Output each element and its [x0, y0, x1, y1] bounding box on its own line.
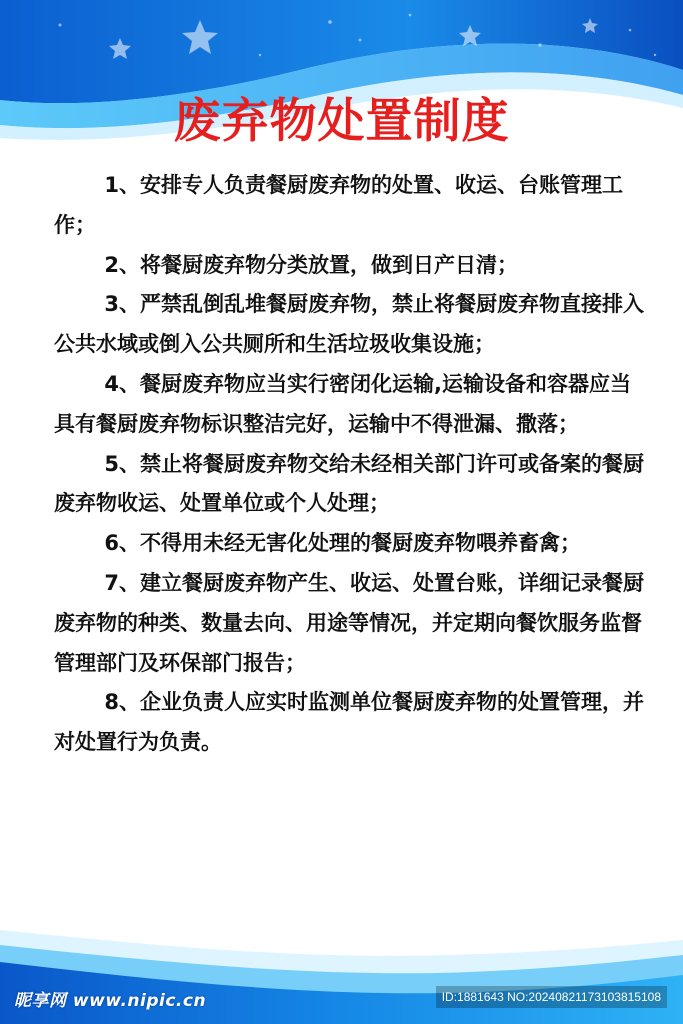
rule-item-5: 5、禁止将餐厨废弃物交给未经相关部门许可或备案的餐厨废弃物收运、处置单位或个人处理； [54, 451, 645, 516]
rule-item-8: 8、企业负责人应实时监测单位餐厨废弃物的处置管理，并对处置行为负责。 [54, 690, 645, 755]
rule-item-6: 6、不得用未经无害化处理的餐厨废弃物喂养畜禽； [104, 531, 582, 556]
page-title: 废弃物处置制度 [173, 94, 510, 149]
rule-item-7: 7、建立餐厨废弃物产生、收运、处置台账，详细记录餐厨废弃物的种类、数量去向、用途等情况，并定期向餐饮服务监督管理部门及环保部门报告； [54, 570, 645, 675]
rule-item-1: 1、安排专人负责餐厨废弃物的处置、收运、台账管理工作； [54, 173, 624, 237]
image-id-watermark: ID:1881643 NO:20240821173103815108 [436, 986, 667, 1008]
site-watermark: 昵享网 www.nipic.cn [14, 991, 207, 1011]
rule-item-4: 4、餐厨废弃物应当实行密闭化运输,运输设备和容器应当具有餐厨废弃物标识整洁完好，运输中不得泄漏、撒落； [54, 371, 631, 436]
rule-item-2: 2、将餐厨废弃物分类放置，做到日产日清； [104, 252, 519, 277]
rule-item-3: 3、严禁乱倒乱堆餐厨废弃物，禁止将餐厨废弃物直接排入公共水域或倒入公共厕所和生活垃圾收集设施； [54, 292, 645, 357]
rules-list [54, 166, 644, 763]
